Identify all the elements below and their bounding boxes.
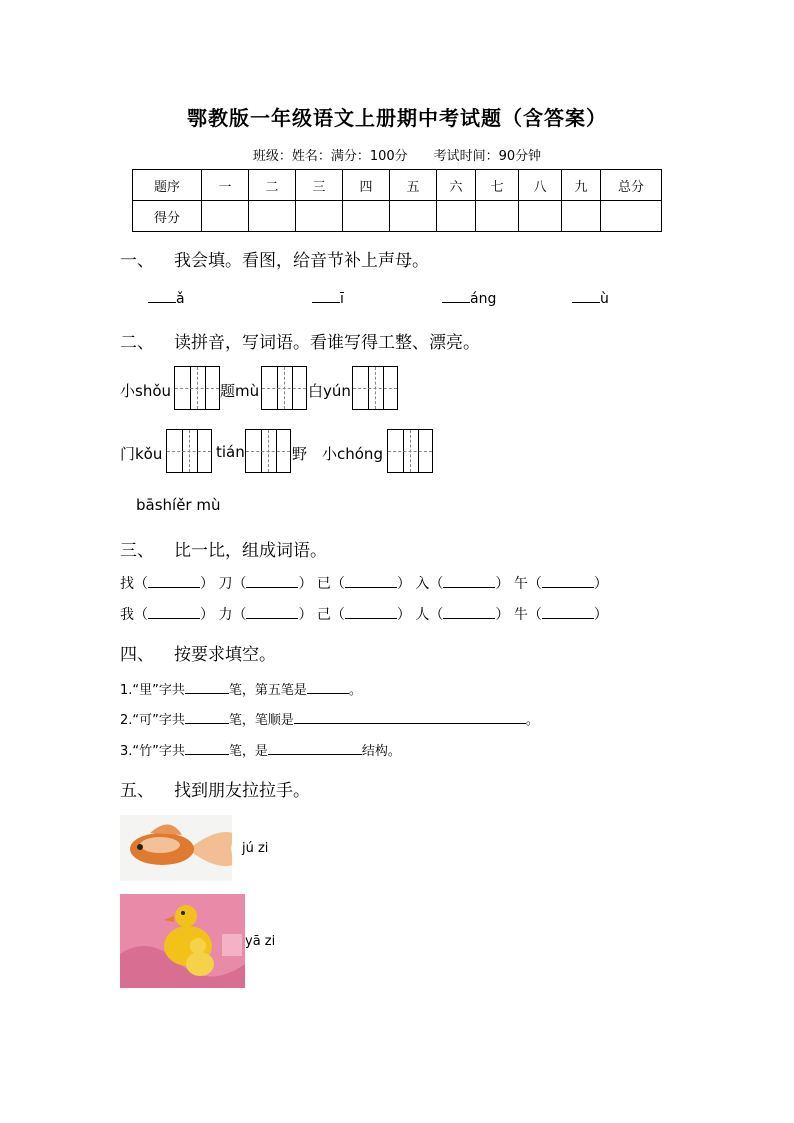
answer-blank[interactable] [268, 740, 362, 755]
score-header-cell: 二 [249, 170, 296, 201]
duckling-icon [120, 894, 245, 988]
word-prompt: 小chóng [322, 445, 383, 463]
score-cell[interactable] [519, 201, 562, 232]
answer-blank[interactable] [185, 709, 229, 724]
word-prompt: 野 [292, 445, 308, 463]
section-number: 一、 [120, 251, 154, 271]
section-3-heading [120, 536, 327, 561]
writing-grid[interactable] [174, 366, 220, 410]
score-header-cell: 五 [390, 170, 437, 201]
score-header-cell: 四 [343, 170, 390, 201]
section-number: 二、 [120, 333, 154, 353]
word-prompt-extra: bāshíěr mù [136, 496, 221, 514]
answer-blank[interactable] [185, 679, 229, 694]
compare-row-2: 我（ ） 力（ ） 己（ ） 人（ ） 牛（ ） [120, 607, 608, 623]
section-number: 四、 [120, 645, 154, 665]
writing-grid[interactable] [166, 429, 212, 473]
section-4-heading [120, 640, 276, 665]
answer-blank[interactable] [542, 575, 594, 588]
goldfish-icon [120, 815, 240, 881]
score-header-cell: 八 [519, 170, 562, 201]
match-label[interactable]: yā zi [245, 934, 276, 949]
answer-blank[interactable] [307, 679, 349, 694]
section-1-heading [120, 246, 429, 271]
answer-blank[interactable] [345, 575, 397, 588]
score-table [132, 169, 662, 232]
page-title: 鄂教版一年级语文上册期中考试题（含答案） [187, 106, 607, 130]
word-prompt: tián [216, 443, 245, 461]
word-row-2 [120, 429, 440, 475]
pinyin-blank-3[interactable]: áng [442, 288, 496, 307]
compare-row-1: 找（ ） 刀（ ） 已（ ） 入（ ） 午（ ） [120, 576, 608, 592]
answer-blank[interactable] [246, 606, 298, 619]
score-cell[interactable] [437, 201, 476, 232]
writing-grid[interactable] [245, 429, 291, 473]
duck-image[interactable] [120, 894, 245, 988]
answer-blank[interactable] [246, 575, 298, 588]
answer-blank[interactable] [294, 709, 526, 724]
match-label[interactable]: jú zi [242, 841, 269, 856]
score-header-cell: 题序 [133, 170, 202, 201]
pinyin-blank-2[interactable]: ī [312, 288, 344, 307]
answer-blank[interactable] [148, 606, 200, 619]
score-cell[interactable] [562, 201, 601, 232]
section-title: 比一比，组成词语。 [174, 541, 327, 561]
section-title: 找到朋友拉拉手。 [174, 781, 310, 801]
answer-blank[interactable] [185, 740, 229, 755]
pinyin-blank-1[interactable]: ǎ [148, 288, 185, 307]
word-row-1 [120, 366, 420, 412]
writing-grid[interactable] [387, 429, 433, 473]
fill-question-3: 3.“竹”字共 笔，是 结构。 [120, 740, 401, 759]
score-header-cell: 一 [202, 170, 249, 201]
score-header-cell: 总分 [601, 170, 662, 201]
section-2-heading [120, 328, 480, 353]
score-header-cell: 三 [296, 170, 343, 201]
section-title: 按要求填空。 [174, 645, 276, 665]
score-cell[interactable] [296, 201, 343, 232]
fill-question-2: 2.“可”字共 笔，笔顺是 。 [120, 709, 539, 728]
word-prompt: 题mù [220, 382, 260, 400]
pinyin-blank-4[interactable]: ù [572, 288, 609, 307]
score-cell[interactable] [202, 201, 249, 232]
goldfish-image[interactable] [120, 815, 240, 881]
writing-grid[interactable] [261, 366, 307, 410]
word-prompt: 小shǒu [120, 382, 172, 400]
exam-info: 班级：姓名：满分：100分 考试时间：90分钟 [252, 149, 542, 164]
score-cell[interactable] [390, 201, 437, 232]
score-table-score-row [133, 201, 662, 232]
score-cell[interactable] [249, 201, 296, 232]
score-row-label: 得分 [133, 201, 202, 232]
score-header-cell: 六 [437, 170, 476, 201]
answer-blank[interactable] [542, 606, 594, 619]
section-number: 三、 [120, 541, 154, 561]
score-cell[interactable] [343, 201, 390, 232]
fill-question-1: 1.“里”字共 笔，第五笔是 。 [120, 679, 362, 698]
section-title: 我会填。看图，给音节补上声母。 [174, 251, 429, 271]
answer-blank[interactable] [443, 606, 495, 619]
answer-blank[interactable] [443, 575, 495, 588]
answer-blank[interactable] [345, 606, 397, 619]
answer-blank[interactable] [148, 575, 200, 588]
writing-grid[interactable] [352, 366, 398, 410]
score-cell[interactable] [476, 201, 519, 232]
word-prompt: 门kǒu [120, 445, 163, 463]
section-5-heading [120, 776, 310, 801]
score-header-cell: 七 [476, 170, 519, 201]
section-title: 读拼音，写词语。看谁写得工整、漂亮。 [174, 333, 480, 353]
word-prompt: 白yún [308, 382, 351, 400]
section-number: 五、 [120, 781, 154, 801]
score-cell[interactable] [601, 201, 662, 232]
score-table-header-row [133, 170, 662, 201]
score-header-cell: 九 [562, 170, 601, 201]
